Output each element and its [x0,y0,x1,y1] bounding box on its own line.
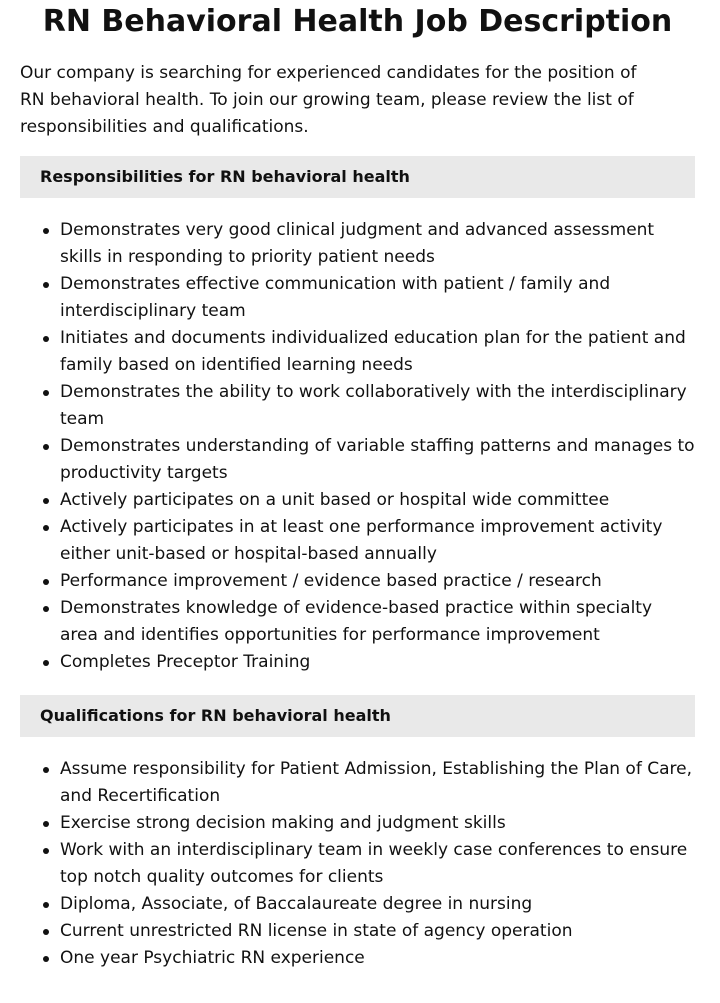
list-item: Demonstrates very good clinical judgment and advanced assessment skills in responding to priority patient needs [60,217,695,271]
list-item: One year Psychiatric RN experience [60,945,695,972]
list-item: Work with an interdisciplinary team in weekly case conferences to ensure top notch quality outcomes for clients [60,837,695,891]
list-item: Current unrestricted RN license in state of agency operation [60,918,695,945]
list-item: Demonstrates knowledge of evidence-based practice within specialty area and identifies opportunities for performance improvement [60,595,695,649]
responsibilities-list [0,217,695,676]
list-item: Exercise strong decision making and judgment skills [60,810,695,837]
list-item: Demonstrates understanding of variable staffing patterns and manages to productivity targets [60,433,695,487]
list-item: Initiates and documents individualized education plan for the patient and family based on identified learning needs [60,325,695,379]
qualifications-list [0,756,695,972]
list-item: Demonstrates the ability to work collaboratively with the interdisciplinary team [60,379,695,433]
list-item: Actively participates in at least one performance improvement activity either unit-based or hospital-based annually [60,514,695,568]
responsibilities-heading: Responsibilities for RN behavioral health [20,156,695,198]
intro-paragraph: Our company is searching for experienced candidates for the position of RN behavioral health. To join our growing team, please review the list of responsibilities and qualifications. [20,63,637,137]
list-item: Assume responsibility for Patient Admission, Establishing the Plan of Care, and Recertification [60,756,695,810]
list-item: Performance improvement / evidence based practice / research [60,568,695,595]
list-item: Completes Preceptor Training [60,649,695,676]
qualifications-heading: Qualifications for RN behavioral health [20,695,695,737]
list-item: Demonstrates effective communication with patient / family and interdisciplinary team [60,271,695,325]
list-item: Diploma, Associate, of Baccalaureate degree in nursing [60,891,695,918]
page-title: RN Behavioral Health Job Description [42,4,673,39]
list-item: Actively participates on a unit based or hospital wide committee [60,487,695,514]
